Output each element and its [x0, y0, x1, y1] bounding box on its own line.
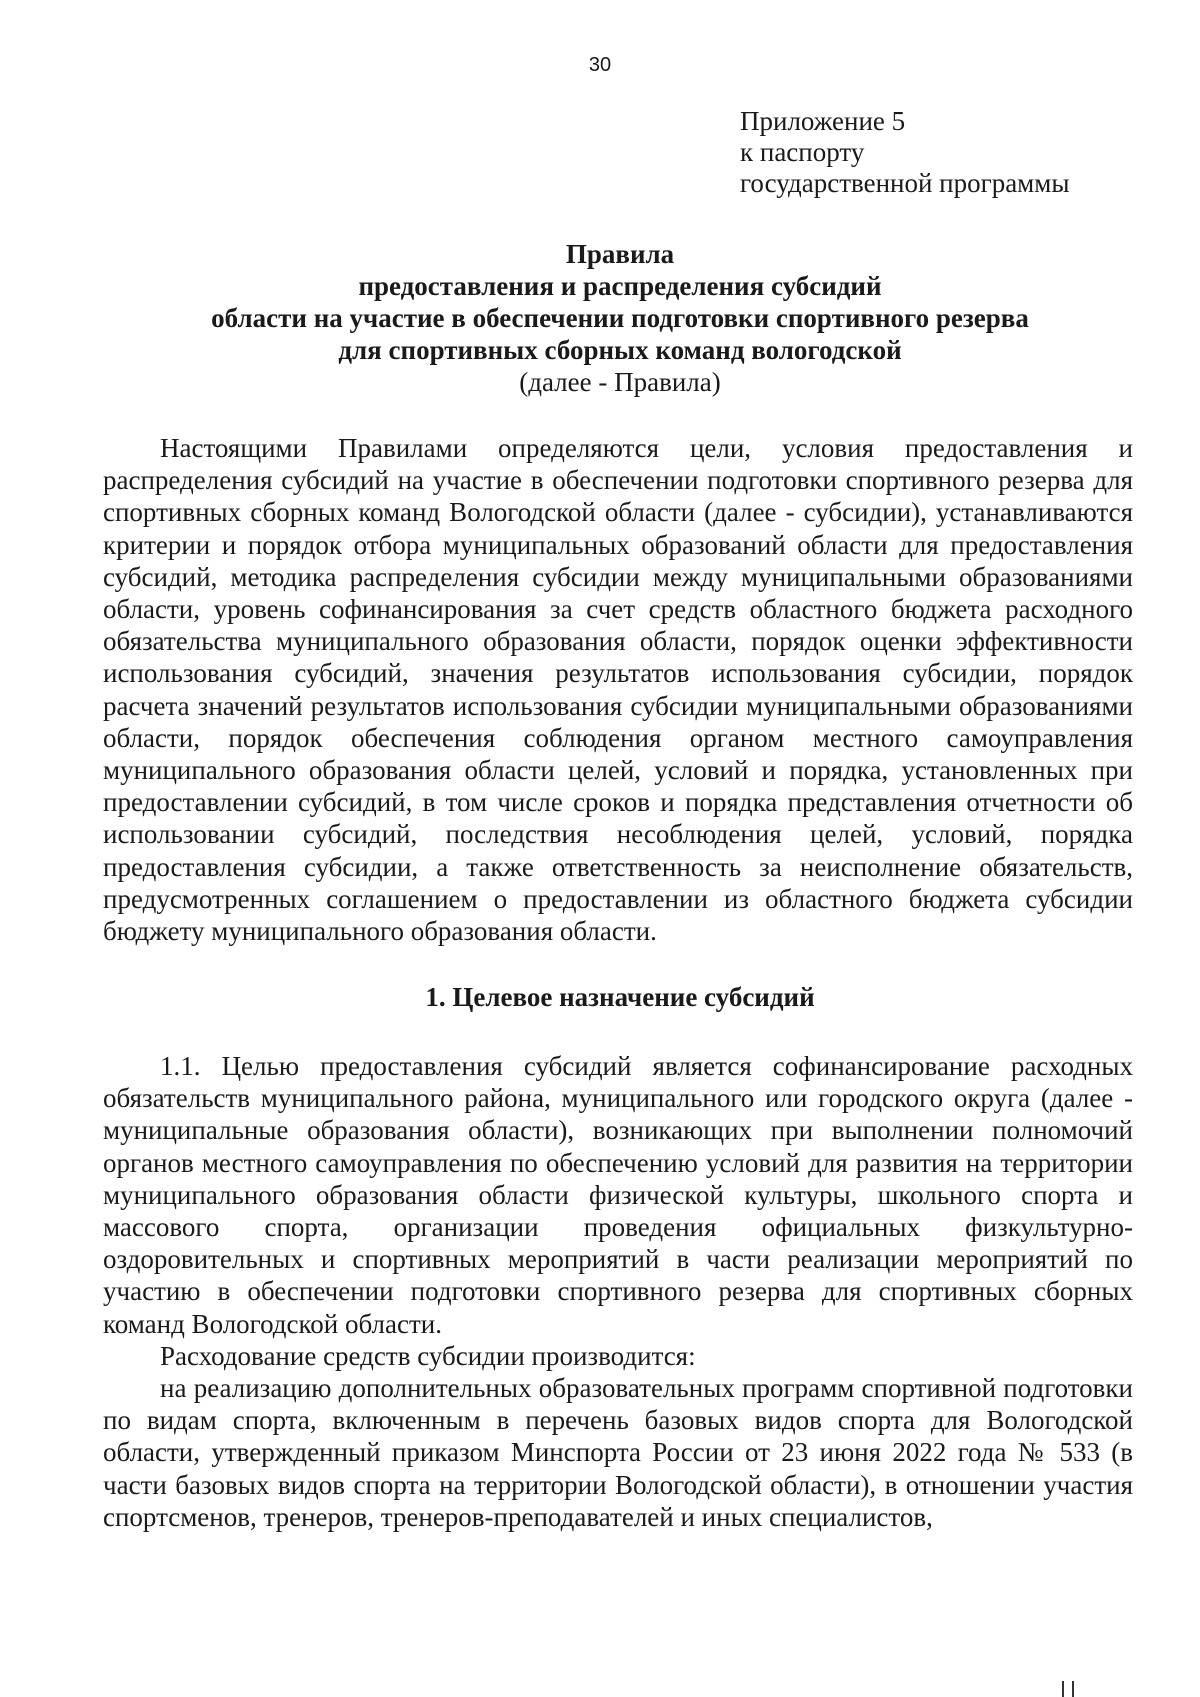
- intro-section: [103, 432, 1133, 947]
- scan-artifact: [1062, 1679, 1084, 1697]
- title-line: области на участие в обеспечении подготовки спортивного резерва: [211, 303, 1029, 333]
- paragraph: Расходование средств субсидии производится:: [160, 1340, 696, 1371]
- appendix-line: к паспорту: [740, 137, 865, 167]
- title-line: Правила: [565, 239, 675, 269]
- appendix-line: государственной программы: [740, 168, 1070, 198]
- title-subtitle: (далее - Правила): [519, 367, 721, 397]
- document-title: [100, 238, 1140, 398]
- title-line: предоставления и распределения субсидий: [358, 271, 882, 301]
- appendix-line: Приложение 5: [740, 106, 906, 136]
- intro-paragraph: Настоящими Правилами определяются цели, условия предоставления и распределения субсидий на участие в обеспечении подготовки спортивного резерва для спортивных сборных команд Вологодской области (далее - субсидии), устанавливаются критерии и порядок отбора муниципальных образований области для предоставления субсидий, методика распределения субсидии между муниципальными образованиями области, уровень софинансирования за счет средств областного бюджета расходного обязательства муниципального образования области, порядок оценки эффективности использования субсидий, значения результатов использования субсидии, порядок расчета значений результатов использования субсидии муниципальными образованиями области, порядок обеспечения соблюдения органом местного самоуправления муниципального образования области целей, условий и порядка, установленных при предоставлении субсидий, в том числе сроков и порядка представления отчетности об использовании субсидий, последствия несоблюдения целей, условий, порядка предоставления субсидии, а также ответственность за неисполнение обязательств, предусмотренных соглашением о предоставлении из областного бюджета субсидии бюджету муниципального образования области.: [103, 433, 1133, 947]
- paragraph: на реализацию дополнительных образовательных программ спортивной подготовки по видам спорта, включенным в перечень базовых видов спорта для Вологодской области, утвержденный приказом Минспорта России от 23 июня 2022 года № 533 (в части базовых видов спорта на территории Вологодской области), в отношении участия спортсменов, тренеров, тренеров-преподавателей и иных специалистов,: [103, 1373, 1133, 1532]
- section-heading: 1. Целевое назначение субсидий: [425, 982, 815, 1012]
- title-line: для спортивных сборных команд вологодской: [338, 335, 902, 365]
- paragraph: 1.1. Целью предоставления субсидий является софинансирование расходных обязательств муниципального района, муниципального или городского округа (далее - муниципальные образования области), возникающих при выполнении полномочий органов местного самоуправления по обеспечению условий для развития на территории муниципального образования области физической культуры, школьного спорта и массового спорта, организации проведения официальных физкультурно-оздоровительных и спортивных мероприятий в части реализации мероприятий по участию в обеспечении подготовки спортивного резерва для спортивных сборных команд Вологодской области.: [103, 1051, 1133, 1339]
- page-number: 30: [588, 54, 612, 76]
- appendix-reference: [740, 106, 1070, 199]
- section-1-body: [103, 1050, 1133, 1533]
